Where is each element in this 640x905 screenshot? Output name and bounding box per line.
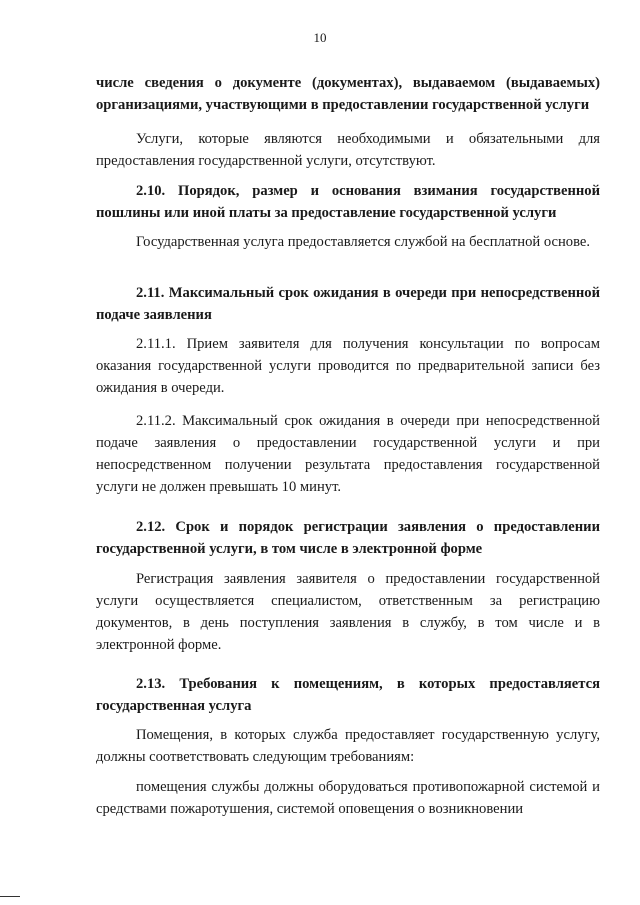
paragraph-documents-issued: числе сведения о документе (документах), выдаваемом (выдаваемых) организациями, участвующими в предоставлении государственной услуги bbox=[96, 75, 600, 113]
paragraph-fire-protection: помещения службы должны оборудоваться противопожарной системой и средствами пожаротушения, системой оповещения о возникновении bbox=[96, 779, 600, 817]
heading-2-11: 2.11. Максимальный срок ожидания в очереди при непосредственной подаче заявления bbox=[96, 285, 600, 323]
paragraph-free-service: Государственная услуга предоставляется службой на бесплатной основе. bbox=[136, 234, 591, 250]
page-number: 10 bbox=[313, 30, 327, 45]
scan-edge-line bbox=[0, 896, 20, 897]
paragraph-registration: Регистрация заявления заявителя о предоставлении государственной услуги осуществляется специалистом, ответственным за регистрацию документов, в день поступления заявления в службу, в том числе и в электронной форме. bbox=[96, 571, 600, 653]
paragraph-required-services: Услуги, которые являются необходимыми и обязательными для предоставления государственной услуги, отсутствуют. bbox=[96, 131, 600, 169]
paragraph-2-11-1: 2.11.1. Прием заявителя для получения консультации по вопросам оказания государственной услуги проводится по предварительной записи без ожидания в очереди. bbox=[96, 336, 600, 396]
paragraph-premises-requirements: Помещения, в которых служба предоставляет государственную услугу, должны соответствовать следующим требованиям: bbox=[96, 727, 600, 765]
heading-2-10: 2.10. Порядок, размер и основания взимания государственной пошлины или иной платы за предоставление государственной услуги bbox=[96, 183, 600, 221]
heading-2-13: 2.13. Требования к помещениям, в которых предоставляется государственная услуга bbox=[96, 676, 600, 714]
heading-2-12: 2.12. Срок и порядок регистрации заявления о предоставлении государственной услуги, в том числе в электронной форме bbox=[96, 519, 600, 557]
paragraph-2-11-2: 2.11.2. Максимальный срок ожидания в очереди при непосредственной подаче заявления о предоставлении государственной услуги и при непосредственном получении результата предоставления государственной услуги не должен превышать 10 минут. bbox=[96, 413, 600, 495]
